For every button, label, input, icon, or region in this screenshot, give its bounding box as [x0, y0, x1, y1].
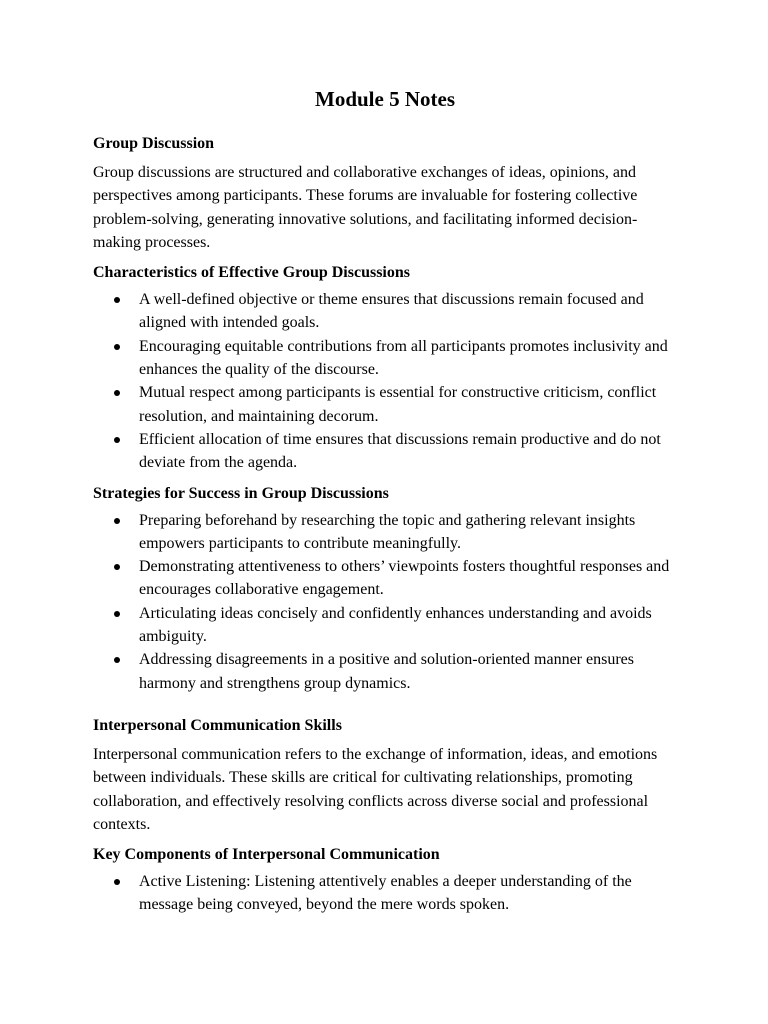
- list-item-text: Mutual respect among participants is essential for constructive criticism, conflict resolution, and maintaining decorum.: [139, 384, 657, 425]
- subsection-heading-characteristics: Characteristics of Effective Group Discussions: [93, 264, 410, 282]
- list-item: [93, 288, 674, 335]
- bullet-icon: [114, 657, 120, 663]
- page-title: Module 5 Notes: [315, 87, 455, 111]
- bullet-icon: [114, 297, 120, 303]
- list-item: [93, 870, 674, 917]
- group-discussion-intro: Group discussions are structured and collaborative exchanges of ideas, opinions, and perspectives among participants. These forums are invaluable for fostering collective problem-solving, generating innovative solutions, and facilitating informed decision-making processes.: [93, 164, 638, 251]
- section-spacer: [93, 703, 674, 715]
- list-item: [93, 509, 674, 556]
- bullet-icon: [114, 518, 120, 524]
- characteristics-list: [93, 288, 674, 474]
- list-item: [93, 428, 674, 475]
- list-item-text: A well-defined objective or theme ensures that discussions remain focused and aligned with intended goals.: [139, 291, 644, 332]
- section-heading-interpersonal: Interpersonal Communication Skills: [93, 716, 342, 734]
- list-item-text: Preparing beforehand by researching the topic and gathering relevant insights empowers participants to contribute meaningfully.: [139, 511, 636, 552]
- section-heading-group-discussion: Group Discussion: [93, 135, 215, 152]
- list-item-text: Efficient allocation of time ensures that discussions remain productive and do not deviate from the agenda.: [139, 430, 661, 472]
- list-item-text: Encouraging equitable contributions from all participants promotes inclusivity and enhances the quality of the discourse.: [139, 337, 668, 379]
- list-item-text: Demonstrating attentiveness to others’ viewpoints fosters thoughtful responses and encourages collaborative engagement.: [139, 558, 670, 599]
- bullet-icon: [114, 344, 120, 350]
- list-item-text: Articulating ideas concisely and confidently enhances understanding and avoids ambiguity.: [139, 604, 652, 646]
- bullet-icon: [114, 611, 120, 617]
- subsection-heading-strategies: Strategies for Success in Group Discussions: [93, 484, 389, 502]
- bullet-icon: [114, 437, 120, 443]
- list-item: [93, 648, 674, 695]
- list-item: [93, 335, 674, 382]
- bullet-icon: [114, 390, 120, 396]
- list-item: [93, 381, 674, 428]
- subsection-heading-components: Key Components of Interpersonal Communication: [93, 846, 440, 864]
- list-item: [93, 555, 674, 602]
- list-item: [93, 602, 674, 649]
- components-list: [93, 870, 674, 917]
- interpersonal-intro: Interpersonal communication refers to the exchange of information, ideas, and emotions between individuals. These skills are critical for cultivating relationships, promoting collaboration, and effectively resolving conflicts across diverse social and professional contexts.: [93, 745, 658, 833]
- list-item-text: Active Listening: Listening attentively enables a deeper understanding of the message being conveyed, beyond the mere words spoken.: [139, 873, 632, 914]
- bullet-icon: [114, 879, 120, 885]
- strategies-list: [93, 509, 674, 695]
- bullet-icon: [114, 564, 120, 570]
- list-item-text: Addressing disagreements in a positive and solution-oriented manner ensures harmony and strengthens group dynamics.: [139, 651, 634, 692]
